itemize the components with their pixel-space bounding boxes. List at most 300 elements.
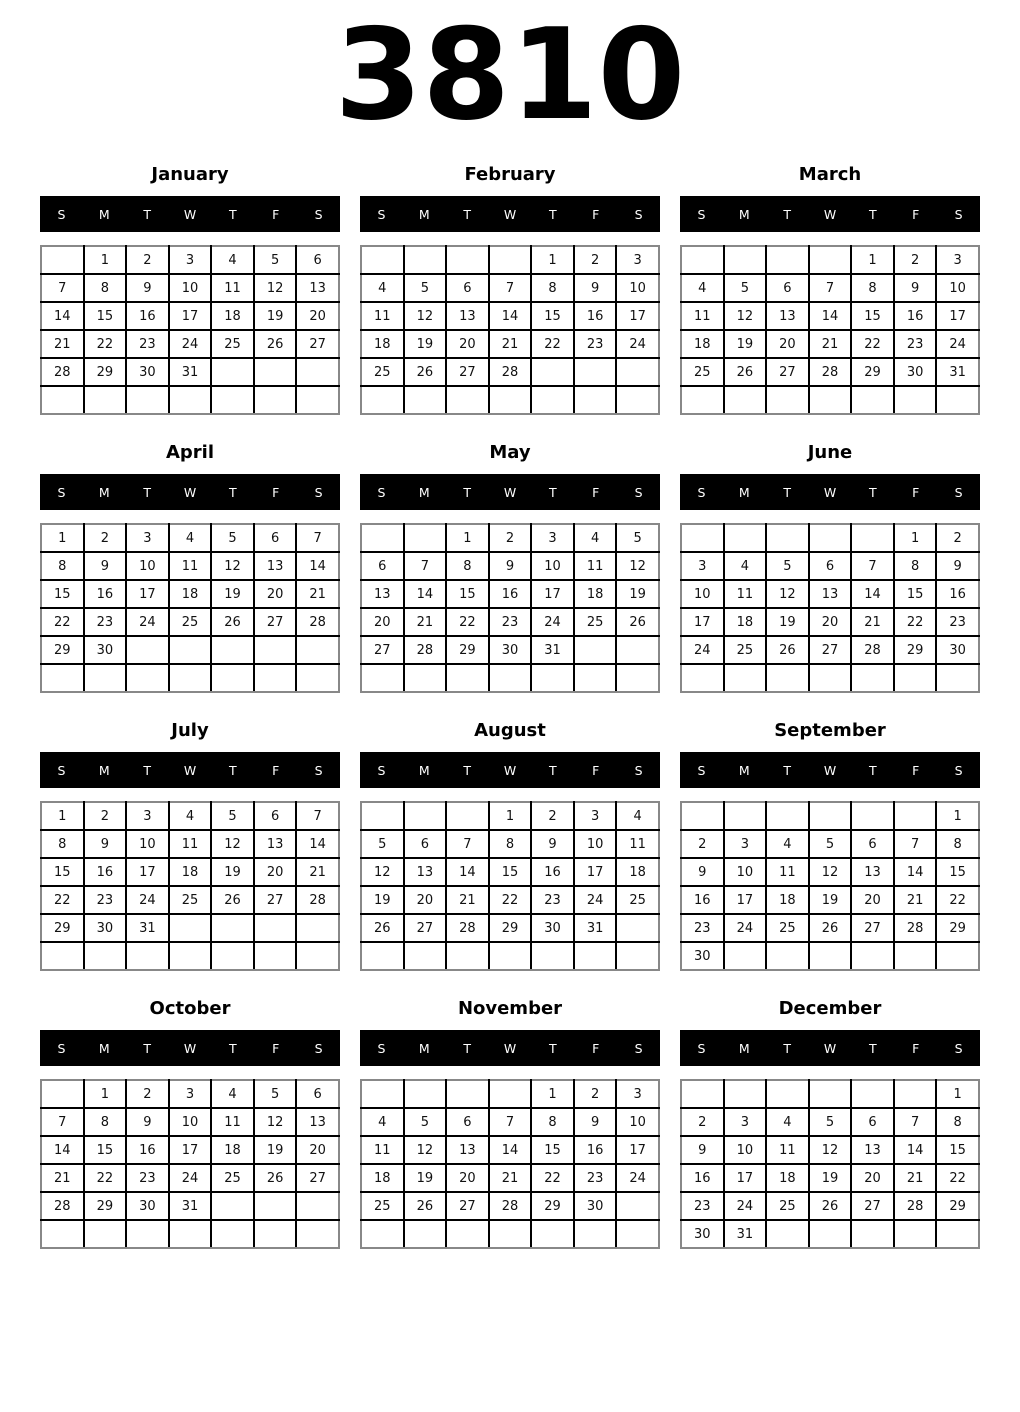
day-cell: 30 — [531, 914, 574, 942]
empty-day-cell — [296, 942, 339, 970]
day-cell: 8 — [936, 1108, 979, 1136]
month-title: February — [464, 164, 556, 185]
day-cell: 20 — [404, 886, 447, 914]
weekday-letter: S — [377, 1040, 386, 1056]
day-cell: 21 — [489, 1164, 532, 1192]
weekday-letter: S — [314, 1040, 323, 1056]
weekday-letter: T — [549, 206, 557, 222]
empty-day-cell — [446, 664, 489, 692]
day-cell: 23 — [126, 1164, 169, 1192]
week-row — [681, 358, 979, 386]
weekday-letter: W — [503, 206, 517, 222]
week-row — [41, 1080, 339, 1108]
day-cell: 7 — [296, 524, 339, 552]
empty-day-cell — [894, 1080, 937, 1108]
weekday-letter: W — [183, 762, 197, 778]
day-cell: 3 — [616, 246, 659, 274]
empty-day-cell — [574, 664, 617, 692]
day-cell: 8 — [41, 552, 84, 580]
empty-day-cell — [84, 386, 127, 414]
empty-day-cell — [361, 664, 404, 692]
day-cell: 8 — [489, 830, 532, 858]
day-cell: 13 — [404, 858, 447, 886]
day-cell: 31 — [574, 914, 617, 942]
weekday-letter: M — [418, 206, 430, 222]
week-row — [681, 1192, 979, 1220]
empty-day-cell — [936, 1220, 979, 1248]
day-cell: 26 — [809, 1192, 852, 1220]
day-cell: 2 — [574, 246, 617, 274]
day-cell: 22 — [446, 608, 489, 636]
week-row — [681, 302, 979, 330]
empty-day-cell — [724, 524, 767, 552]
weekday-letter: S — [634, 762, 643, 778]
day-cell: 9 — [681, 1136, 724, 1164]
empty-day-cell — [616, 386, 659, 414]
day-cell: 9 — [126, 1108, 169, 1136]
day-cell: 28 — [404, 636, 447, 664]
month-title: June — [807, 442, 853, 463]
day-cell: 17 — [936, 302, 979, 330]
day-cell: 16 — [681, 886, 724, 914]
week-row — [681, 274, 979, 302]
day-cell: 4 — [766, 830, 809, 858]
day-cell: 24 — [681, 636, 724, 664]
day-cell: 27 — [404, 914, 447, 942]
day-cell: 5 — [254, 1080, 297, 1108]
day-cell: 4 — [724, 552, 767, 580]
calendar-table-body — [41, 802, 339, 970]
day-cell: 3 — [531, 524, 574, 552]
day-cell: 3 — [616, 1080, 659, 1108]
day-cell: 16 — [84, 858, 127, 886]
week-row — [681, 386, 979, 414]
empty-day-cell — [766, 524, 809, 552]
empty-day-cell — [446, 1080, 489, 1108]
day-cell: 5 — [809, 1108, 852, 1136]
day-cell: 20 — [296, 302, 339, 330]
weekday-letter: S — [954, 206, 963, 222]
day-cell: 14 — [489, 1136, 532, 1164]
month-title: September — [774, 720, 886, 741]
day-cell: 14 — [41, 1136, 84, 1164]
month-title: November — [457, 998, 563, 1019]
day-cell: 7 — [404, 552, 447, 580]
weekday-letter: F — [272, 762, 280, 778]
day-cell: 16 — [84, 580, 127, 608]
day-cell: 14 — [404, 580, 447, 608]
month-december — [680, 998, 980, 1249]
empty-day-cell — [766, 246, 809, 274]
day-cell: 24 — [724, 914, 767, 942]
week-row — [361, 302, 659, 330]
day-cell: 17 — [169, 1136, 212, 1164]
day-cell: 15 — [894, 580, 937, 608]
day-cell: 21 — [489, 330, 532, 358]
day-cell: 21 — [296, 580, 339, 608]
weekday-header — [360, 474, 660, 510]
day-cell: 26 — [616, 608, 659, 636]
empty-day-cell — [254, 1192, 297, 1220]
weekday-letter: F — [592, 1040, 600, 1056]
empty-day-cell — [894, 802, 937, 830]
day-cell: 2 — [574, 1080, 617, 1108]
empty-day-cell — [361, 942, 404, 970]
day-cell: 7 — [41, 1108, 84, 1136]
day-cell: 20 — [809, 608, 852, 636]
week-row — [361, 1220, 659, 1248]
week-row — [361, 886, 659, 914]
day-cell: 1 — [84, 1080, 127, 1108]
day-cell: 31 — [531, 636, 574, 664]
day-cell: 17 — [724, 1164, 767, 1192]
day-cell: 18 — [211, 302, 254, 330]
weekday-letter: S — [954, 484, 963, 500]
day-cell: 9 — [936, 552, 979, 580]
empty-day-cell — [894, 386, 937, 414]
week-row — [41, 580, 339, 608]
day-cell: 26 — [254, 1164, 297, 1192]
weekday-letter: W — [503, 484, 517, 500]
empty-day-cell — [41, 664, 84, 692]
day-cell: 5 — [254, 246, 297, 274]
weekday-header — [360, 1030, 660, 1066]
day-cell: 16 — [574, 1136, 617, 1164]
day-cell: 26 — [724, 358, 767, 386]
day-cell: 27 — [766, 358, 809, 386]
day-cell: 31 — [169, 358, 212, 386]
day-cell: 8 — [851, 274, 894, 302]
calendar-table-body — [681, 802, 979, 970]
day-cell: 14 — [489, 302, 532, 330]
day-cell: 16 — [126, 302, 169, 330]
day-cell: 2 — [681, 1108, 724, 1136]
calendar-table-body — [361, 524, 659, 692]
weekday-letter: S — [57, 206, 66, 222]
empty-day-cell — [489, 664, 532, 692]
empty-day-cell — [211, 942, 254, 970]
empty-day-cell — [211, 664, 254, 692]
empty-day-cell — [851, 1220, 894, 1248]
month-title: December — [778, 998, 882, 1019]
weekday-letter: T — [869, 1040, 877, 1056]
day-cell: 21 — [446, 886, 489, 914]
day-cell: 1 — [936, 1080, 979, 1108]
month-june — [680, 442, 980, 693]
day-cell: 25 — [169, 608, 212, 636]
empty-day-cell — [254, 386, 297, 414]
calendar-table-body — [361, 1080, 659, 1248]
empty-day-cell — [766, 942, 809, 970]
day-cell: 5 — [404, 274, 447, 302]
day-cell: 29 — [446, 636, 489, 664]
day-cell: 4 — [681, 274, 724, 302]
empty-day-cell — [361, 802, 404, 830]
day-cell: 11 — [724, 580, 767, 608]
day-cell: 28 — [489, 358, 532, 386]
day-cell: 6 — [296, 1080, 339, 1108]
empty-day-cell — [169, 386, 212, 414]
day-cell: 15 — [41, 858, 84, 886]
day-cell: 30 — [894, 358, 937, 386]
day-cell: 25 — [169, 886, 212, 914]
empty-day-cell — [169, 914, 212, 942]
empty-day-cell — [41, 1220, 84, 1248]
weekday-letter: T — [783, 484, 791, 500]
month-title: July — [171, 720, 209, 741]
weekday-letter: F — [912, 1040, 920, 1056]
weekday-letter: S — [697, 206, 706, 222]
empty-day-cell — [361, 1220, 404, 1248]
day-cell: 6 — [446, 274, 489, 302]
day-cell: 30 — [936, 636, 979, 664]
day-cell: 12 — [724, 302, 767, 330]
weekday-letter: F — [912, 484, 920, 500]
day-cell: 18 — [681, 330, 724, 358]
empty-day-cell — [531, 1220, 574, 1248]
day-cell: 26 — [361, 914, 404, 942]
empty-day-cell — [616, 1192, 659, 1220]
day-cell: 22 — [41, 608, 84, 636]
day-cell: 18 — [724, 608, 767, 636]
empty-day-cell — [489, 1080, 532, 1108]
day-cell: 2 — [531, 802, 574, 830]
calendar-table-wrap — [40, 801, 340, 971]
empty-day-cell — [211, 636, 254, 664]
day-cell: 10 — [169, 1108, 212, 1136]
day-cell: 5 — [404, 1108, 447, 1136]
weekday-letter: S — [57, 1040, 66, 1056]
empty-day-cell — [724, 802, 767, 830]
day-cell: 11 — [361, 1136, 404, 1164]
weekday-letter: T — [869, 206, 877, 222]
day-cell: 12 — [809, 1136, 852, 1164]
weekday-letter: T — [229, 762, 237, 778]
weekday-letter: F — [272, 206, 280, 222]
day-cell: 24 — [169, 1164, 212, 1192]
day-cell: 14 — [296, 552, 339, 580]
empty-day-cell — [254, 664, 297, 692]
calendar-table-wrap — [360, 1079, 660, 1249]
empty-day-cell — [254, 1220, 297, 1248]
calendar-table — [680, 1079, 980, 1249]
day-cell: 10 — [126, 552, 169, 580]
day-cell: 7 — [809, 274, 852, 302]
day-cell: 17 — [724, 886, 767, 914]
week-row — [361, 1108, 659, 1136]
day-cell: 27 — [446, 1192, 489, 1220]
empty-day-cell — [851, 942, 894, 970]
day-cell: 23 — [894, 330, 937, 358]
day-cell: 23 — [489, 608, 532, 636]
day-cell: 10 — [724, 1136, 767, 1164]
day-cell: 2 — [84, 802, 127, 830]
empty-day-cell — [404, 386, 447, 414]
day-cell: 6 — [296, 246, 339, 274]
empty-day-cell — [616, 914, 659, 942]
weekday-letter: F — [592, 762, 600, 778]
day-cell: 25 — [211, 1164, 254, 1192]
empty-day-cell — [169, 636, 212, 664]
day-cell: 1 — [489, 802, 532, 830]
day-cell: 29 — [84, 358, 127, 386]
day-cell: 26 — [766, 636, 809, 664]
empty-day-cell — [531, 386, 574, 414]
weekday-letter: M — [738, 762, 750, 778]
week-row — [361, 552, 659, 580]
day-cell: 18 — [361, 1164, 404, 1192]
empty-day-cell — [851, 802, 894, 830]
empty-day-cell — [84, 942, 127, 970]
day-cell: 18 — [211, 1136, 254, 1164]
weekday-header — [680, 196, 980, 232]
day-cell: 6 — [446, 1108, 489, 1136]
day-cell: 19 — [211, 580, 254, 608]
weekday-letter: T — [229, 1040, 237, 1056]
day-cell: 11 — [169, 552, 212, 580]
day-cell: 12 — [616, 552, 659, 580]
week-row — [681, 1136, 979, 1164]
day-cell: 7 — [489, 274, 532, 302]
weekday-letter: T — [463, 762, 471, 778]
day-cell: 17 — [616, 1136, 659, 1164]
month-october — [40, 998, 340, 1249]
day-cell: 19 — [616, 580, 659, 608]
day-cell: 24 — [724, 1192, 767, 1220]
empty-day-cell — [616, 664, 659, 692]
empty-day-cell — [446, 246, 489, 274]
weekday-header — [360, 752, 660, 788]
day-cell: 26 — [211, 886, 254, 914]
week-row — [41, 664, 339, 692]
month-august — [360, 720, 660, 971]
week-row — [681, 1080, 979, 1108]
day-cell: 2 — [126, 1080, 169, 1108]
day-cell: 5 — [766, 552, 809, 580]
months-grid — [40, 164, 1020, 1249]
day-cell: 1 — [41, 524, 84, 552]
day-cell: 19 — [809, 1164, 852, 1192]
weekday-letter: S — [697, 1040, 706, 1056]
day-cell: 13 — [254, 552, 297, 580]
day-cell: 24 — [126, 886, 169, 914]
empty-day-cell — [296, 1192, 339, 1220]
empty-day-cell — [254, 942, 297, 970]
day-cell: 10 — [681, 580, 724, 608]
week-row — [361, 274, 659, 302]
day-cell: 22 — [936, 1164, 979, 1192]
week-row — [681, 830, 979, 858]
empty-day-cell — [126, 664, 169, 692]
empty-day-cell — [126, 1220, 169, 1248]
empty-day-cell — [446, 802, 489, 830]
weekday-header — [680, 1030, 980, 1066]
day-cell: 22 — [894, 608, 937, 636]
empty-day-cell — [724, 942, 767, 970]
empty-day-cell — [41, 942, 84, 970]
week-row — [681, 580, 979, 608]
weekday-letter: T — [143, 206, 151, 222]
day-cell: 19 — [724, 330, 767, 358]
day-cell: 1 — [851, 246, 894, 274]
empty-day-cell — [809, 1080, 852, 1108]
week-row — [681, 636, 979, 664]
weekday-header — [40, 474, 340, 510]
day-cell: 27 — [254, 886, 297, 914]
day-cell: 28 — [809, 358, 852, 386]
weekday-letter: T — [869, 762, 877, 778]
day-cell: 15 — [936, 858, 979, 886]
empty-day-cell — [361, 246, 404, 274]
weekday-letter: S — [634, 206, 643, 222]
day-cell: 22 — [489, 886, 532, 914]
week-row — [361, 858, 659, 886]
empty-day-cell — [724, 664, 767, 692]
empty-day-cell — [616, 358, 659, 386]
empty-day-cell — [809, 664, 852, 692]
day-cell: 4 — [211, 246, 254, 274]
empty-day-cell — [724, 1080, 767, 1108]
weekday-letter: S — [377, 206, 386, 222]
day-cell: 15 — [41, 580, 84, 608]
week-row — [681, 330, 979, 358]
day-cell: 2 — [84, 524, 127, 552]
week-row — [41, 830, 339, 858]
day-cell: 27 — [296, 1164, 339, 1192]
weekday-letter: S — [377, 484, 386, 500]
day-cell: 15 — [531, 302, 574, 330]
day-cell: 19 — [254, 302, 297, 330]
day-cell: 3 — [936, 246, 979, 274]
day-cell: 21 — [894, 1164, 937, 1192]
day-cell: 6 — [809, 552, 852, 580]
empty-day-cell — [404, 1220, 447, 1248]
weekday-letter: M — [98, 206, 110, 222]
day-cell: 7 — [446, 830, 489, 858]
day-cell: 11 — [211, 274, 254, 302]
weekday-header — [680, 474, 980, 510]
weekday-letter: S — [634, 484, 643, 500]
day-cell: 13 — [851, 1136, 894, 1164]
day-cell: 30 — [574, 1192, 617, 1220]
day-cell: 12 — [211, 830, 254, 858]
empty-day-cell — [766, 802, 809, 830]
day-cell: 3 — [169, 246, 212, 274]
day-cell: 4 — [361, 1108, 404, 1136]
week-row — [681, 942, 979, 970]
empty-day-cell — [296, 664, 339, 692]
week-row — [361, 608, 659, 636]
calendar-table-body — [41, 524, 339, 692]
day-cell: 3 — [169, 1080, 212, 1108]
day-cell: 3 — [681, 552, 724, 580]
calendar-table-wrap — [360, 523, 660, 693]
empty-day-cell — [404, 524, 447, 552]
week-row — [361, 1192, 659, 1220]
empty-day-cell — [41, 386, 84, 414]
weekday-letter: M — [418, 484, 430, 500]
empty-day-cell — [211, 1220, 254, 1248]
week-row — [361, 1136, 659, 1164]
calendar-table-wrap — [360, 245, 660, 415]
day-cell: 27 — [446, 358, 489, 386]
day-cell: 7 — [894, 830, 937, 858]
week-row — [41, 246, 339, 274]
calendar-table — [40, 801, 340, 971]
calendar-table-wrap — [40, 245, 340, 415]
weekday-letter: S — [634, 1040, 643, 1056]
weekday-letter: M — [738, 1040, 750, 1056]
